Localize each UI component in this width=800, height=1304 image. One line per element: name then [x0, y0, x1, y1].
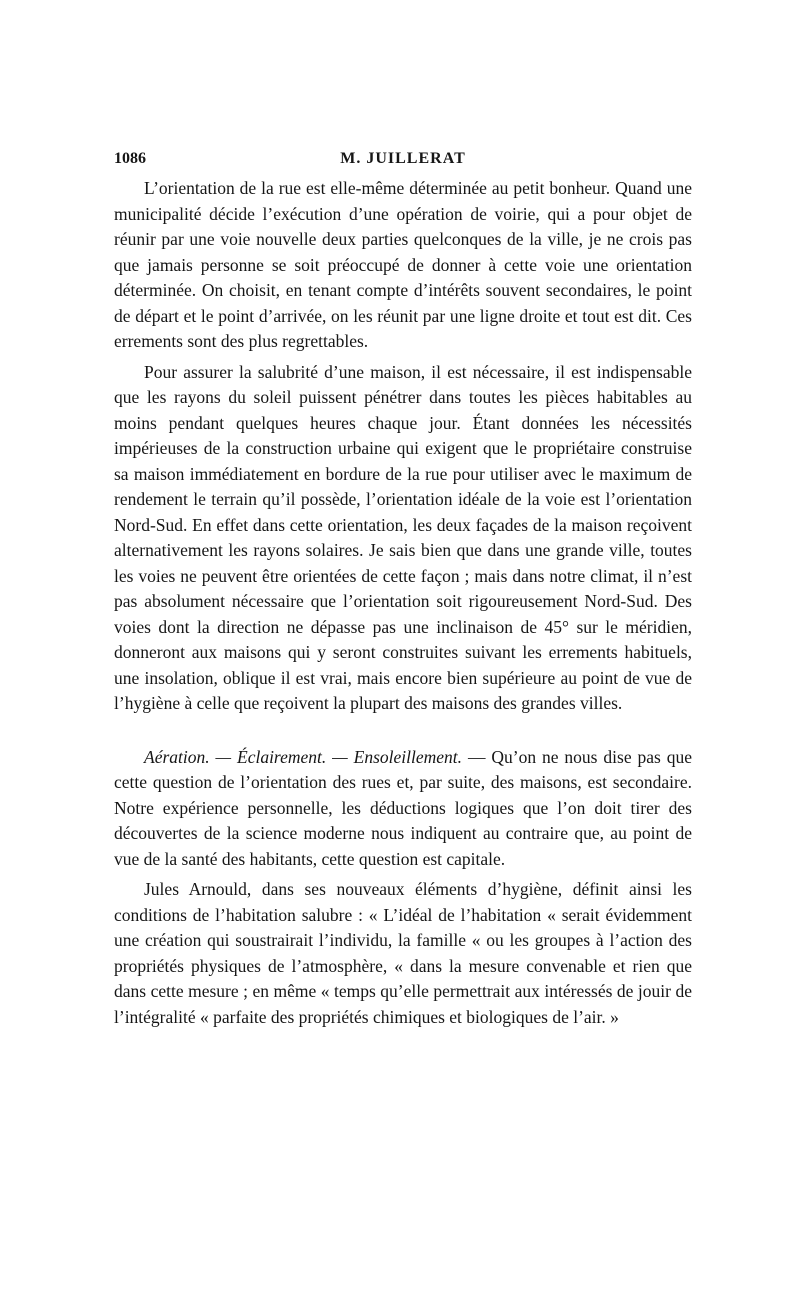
- paragraph-orientation-rue: L’orientation de la rue est elle-même déterminée au petit bonheur. Quand une municipalité décide l’exécution d’une opération de voirie, qui a pour objet de réunir par une voie nouvelle deux parties quelconques de la ville, je ne crois pas que jamais personne se soit préoccupé de donner à cette voie une orientation déterminée. On choisit, en tenant compte d’intérêts souvent secondaires, le point de départ et le point d’arrivée, on les réunit par une ligne droite et tout est dit. Ces errements sont des plus regrettables.: [114, 178, 692, 351]
- paragraph-arnould-quote: Jules Arnould, dans ses nouveaux éléments d’hygiène, définit ainsi les conditions de l’habitation salubre : « L’idéal de l’habitation « serait évidemment une création qui soustrairait l’individu, la famille « ou les groupes à l’action des propriétés physiques de l’atmosphère, « dans la mesure convenable et rien que dans cette mesure ; en même « temps qu’elle permettrait aux intéressés de jouir de l’intégralité « parfaite des propriétés chimiques et biologiques de l’air. »: [114, 879, 692, 1027]
- paragraph-aeration: [114, 745, 692, 873]
- page-number: 1086: [114, 150, 146, 167]
- body-text: [114, 176, 692, 1030]
- paragraph-aeration-text: — Qu’on ne nous dise pas que cette question de l’orientation des rues et, par suite, des maisons, est secondaire. Notre expérience personnelle, les déductions logiques que l’on doit tirer des découvertes de la science moderne nous indiquent au contraire que, au point de vue de la santé des habitants, cette question est capitale.: [114, 746, 693, 869]
- page-header: [114, 150, 692, 172]
- running-head: M. JUILLERAT: [340, 150, 466, 167]
- section-heading: Aération. — Éclairement. — Ensoleillement.: [144, 746, 463, 767]
- paragraph-salubrite-maison: Pour assurer la salubrité d’une maison, il est nécessaire, il est indispensable que les rayons du soleil puissent pénétrer dans toutes les pièces habitables au moins pendant quelques heures chaque jour. Étant données les nécessités impérieuses de la construction urbaine qui exigent que le propriétaire construise sa maison immédiatement en bordure de la rue pour utiliser avec le maximum de rendement le terrain qu’il possède, l’orientation idéale de la voie est l’orientation Nord-Sud. En effet dans cette orientation, les deux façades de la maison reçoivent alternativement les rayons solaires. Je sais bien que dans une grande ville, toutes les voies ne peuvent être orientées de cette façon ; mais dans notre climat, il n’est pas absolument nécessaire que l’orientation soit rigoureusement Nord-Sud. Des voies dont la direction ne dépasse pas une inclinaison de 45° sur le méridien, donneront aux maisons qui y seront construites suivant les errements habituels, une insolation, oblique il est vrai, mais encore bien supérieure au point de vue de l’hygiène à celle que reçoivent la plupart des maisons des grandes villes.: [114, 361, 692, 713]
